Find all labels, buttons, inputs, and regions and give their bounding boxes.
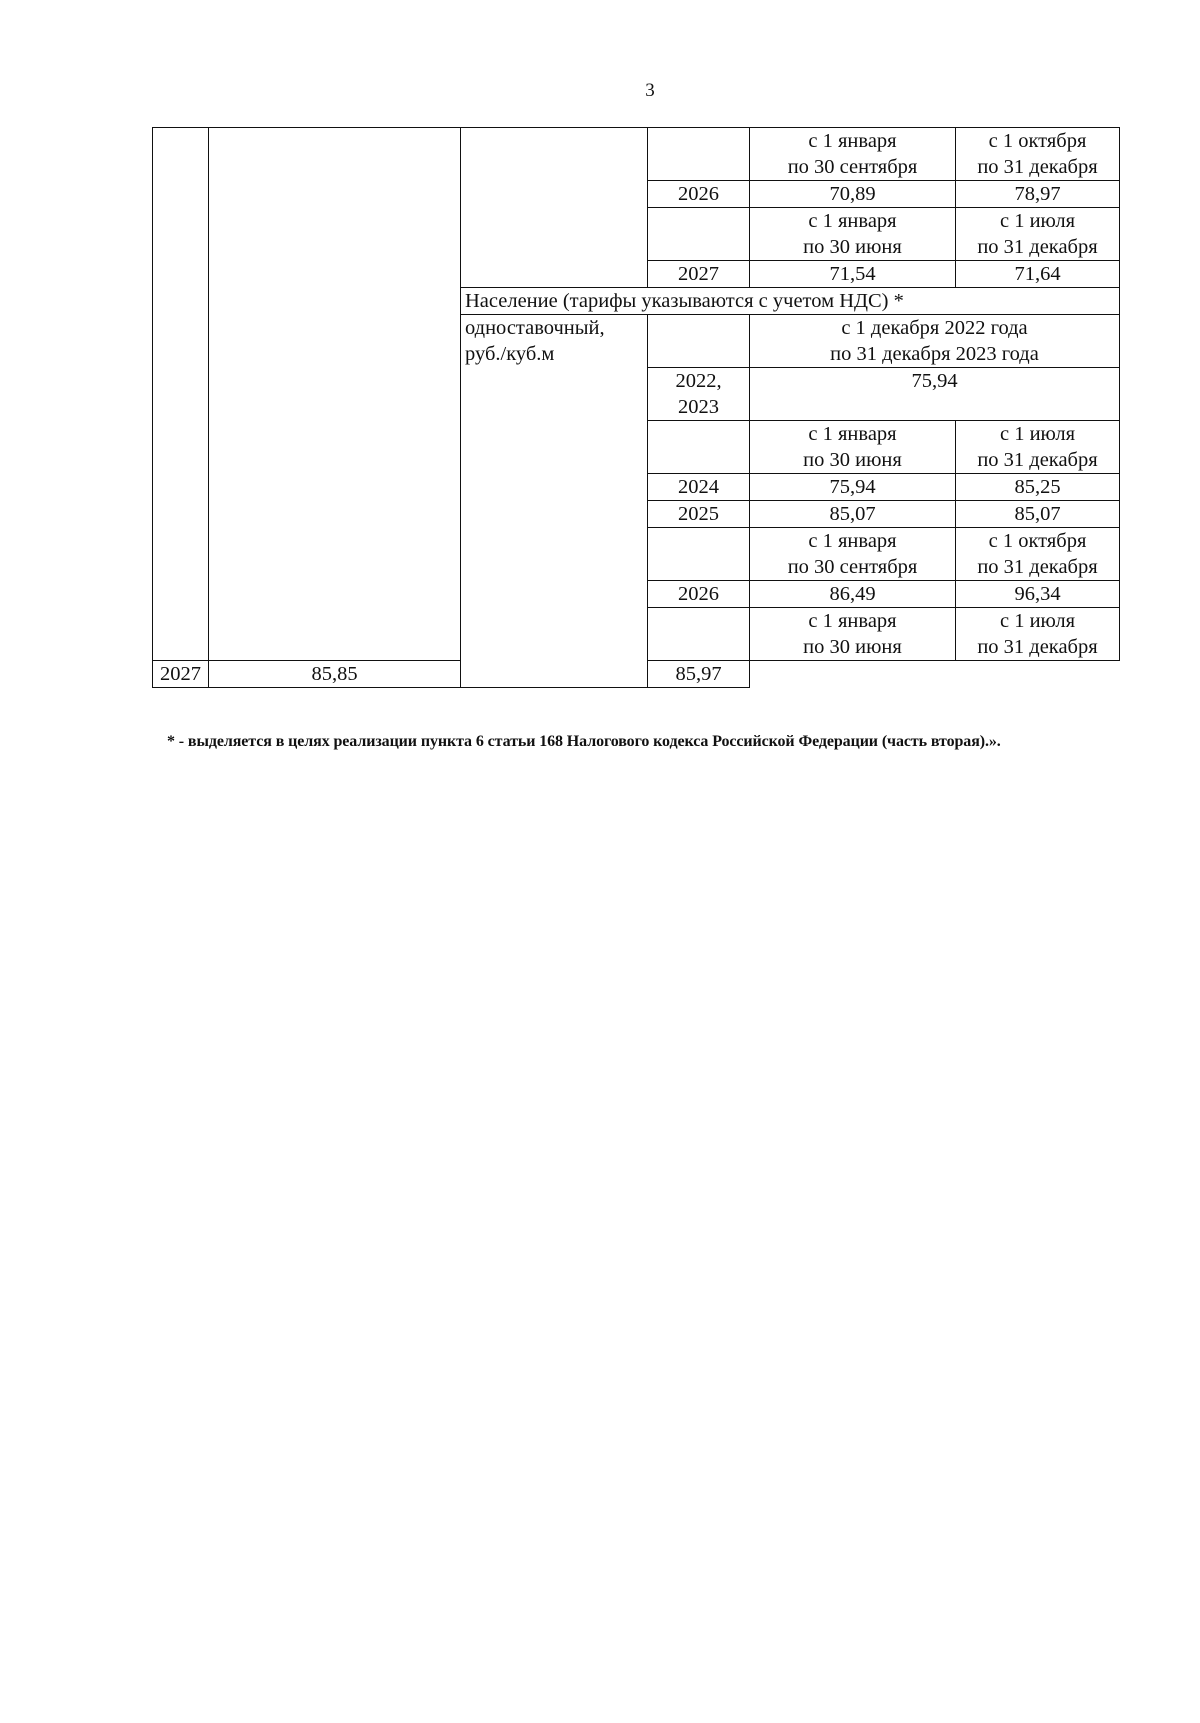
year-cell [648, 608, 750, 661]
table-row [153, 128, 1120, 181]
merged-period-cell: с 1 декабря 2022 года по 31 декабря 2023 года [750, 315, 1120, 368]
year-cell: 2024 [648, 474, 750, 501]
period-cell: с 1 июля по 31 декабря [956, 608, 1120, 661]
tariff-type-cell-top [461, 128, 648, 288]
period-cell: с 1 января по 30 сентября [750, 528, 956, 581]
period-cell: с 1 января по 30 сентября [750, 128, 956, 181]
year-cell: 2027 [648, 261, 750, 288]
period-cell: с 1 июля по 31 декабря [956, 421, 1120, 474]
year-cell: 2025 [648, 501, 750, 528]
period-cell: с 1 июля по 31 декабря [956, 208, 1120, 261]
value-cell: 71,54 [750, 261, 956, 288]
year-cell [648, 421, 750, 474]
tariff-type-cell: одноставочный, руб./куб.м [461, 315, 648, 688]
value-cell: 85,07 [750, 501, 956, 528]
tariff-table [152, 127, 1120, 688]
value-cell: 78,97 [956, 181, 1120, 208]
value-cell: 86,49 [750, 581, 956, 608]
section-header: Население (тарифы указываются с учетом НДС) * [461, 288, 1120, 315]
name-cell [209, 128, 461, 661]
year-cell [648, 128, 750, 181]
number-cell [153, 128, 209, 661]
value-cell: 75,94 [750, 474, 956, 501]
value-cell: 85,25 [956, 474, 1120, 501]
year-cell: 2026 [648, 181, 750, 208]
merged-value-cell: 75,94 [750, 368, 1120, 421]
period-cell: с 1 января по 30 июня [750, 608, 956, 661]
value-cell: 85,07 [956, 501, 1120, 528]
value-cell: 70,89 [750, 181, 956, 208]
page-number: 3 [645, 80, 655, 101]
period-cell: с 1 октября по 31 декабря [956, 528, 1120, 581]
period-cell: с 1 октября по 31 декабря [956, 128, 1120, 181]
value-cell: 96,34 [956, 581, 1120, 608]
year-cell [648, 528, 750, 581]
year-cell: 2027 [153, 661, 209, 688]
year-cell [648, 315, 750, 368]
value-cell: 85,85 [209, 661, 461, 688]
period-cell: с 1 января по 30 июня [750, 421, 956, 474]
year-cell [648, 208, 750, 261]
year-cell: 2022, 2023 [648, 368, 750, 421]
period-cell: с 1 января по 30 июня [750, 208, 956, 261]
value-cell: 71,64 [956, 261, 1120, 288]
year-cell: 2026 [648, 581, 750, 608]
value-cell: 85,97 [648, 661, 750, 688]
footnote: * - выделяется в целях реализации пункта 6 статьи 168 Налогового кодекса Российской Федерации (часть вторая).». [167, 733, 1001, 750]
